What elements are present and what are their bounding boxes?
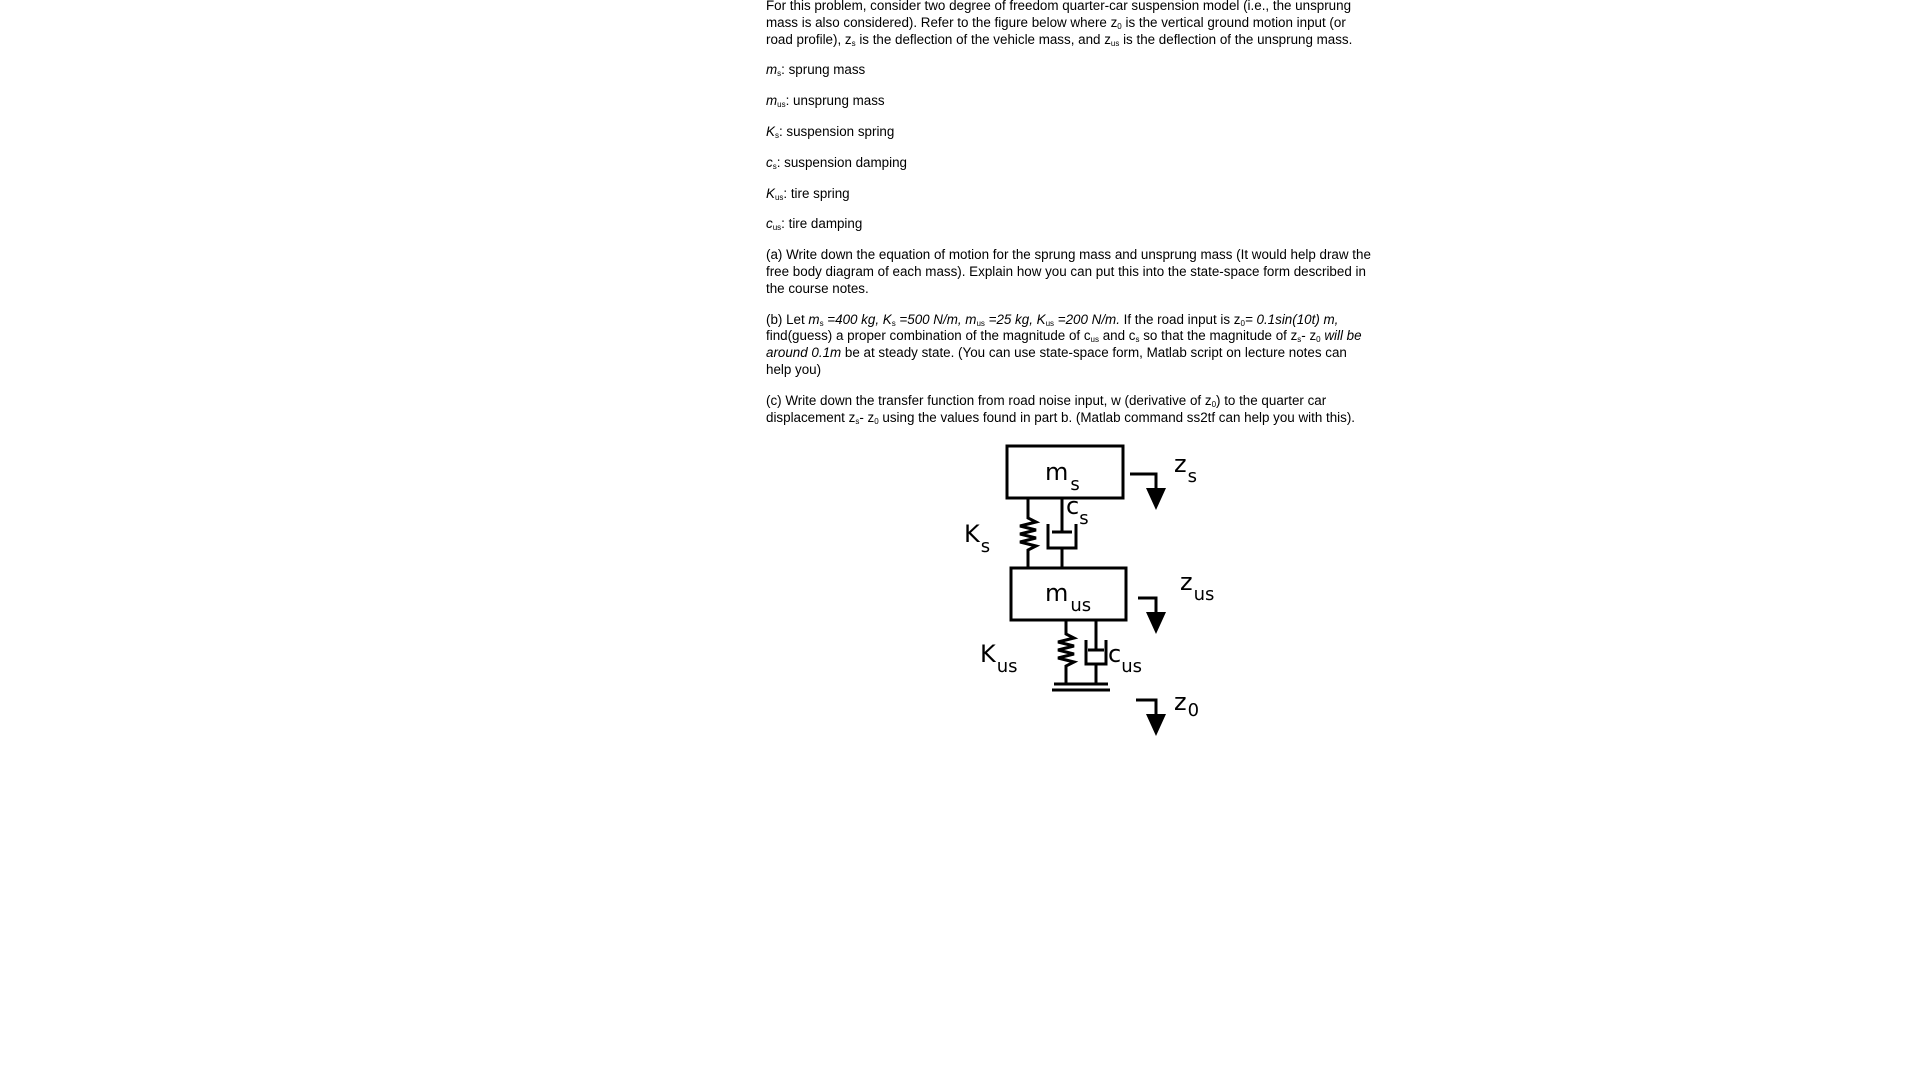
part-b-text: and c <box>1099 328 1136 344</box>
definition-ks <box>766 124 1436 141</box>
intro-paragraph <box>766 0 1436 48</box>
ks-label <box>964 520 990 557</box>
definition-mus <box>766 93 1436 110</box>
intro-text: is the vertical ground motion input (or <box>1121 14 1346 30</box>
ks-label-main: K <box>964 520 980 548</box>
symbol-sub: 0 <box>1211 399 1217 409</box>
cus-label <box>1108 640 1142 677</box>
part-b-text: (b) Let <box>766 311 809 327</box>
part-b-text: be at steady state. (You can use state-space form, Matlab script on lecture notes can <box>841 345 1347 361</box>
part-c <box>766 393 1436 427</box>
cs-label-sub: s <box>1079 508 1089 529</box>
cus-label-sub: us <box>1121 656 1142 677</box>
symbol-sub: us <box>1090 335 1099 345</box>
z0-arrow-shaft <box>1136 700 1156 716</box>
definition-text: : sprung mass <box>781 62 866 78</box>
mus-label-main: m <box>1045 579 1069 607</box>
symbol: c <box>766 216 773 232</box>
part-b-text: - z <box>1301 328 1317 344</box>
symbol-sub: 0 <box>874 416 879 426</box>
sub-0: 0 <box>1117 21 1122 31</box>
definition-cus <box>766 216 1436 233</box>
ms-label-sub: s <box>1070 474 1080 495</box>
part-a <box>766 247 1436 297</box>
symbol: m <box>808 311 820 327</box>
kus-label-main: K <box>980 640 996 668</box>
mus-label <box>1045 579 1091 616</box>
tire-spring <box>1058 620 1074 684</box>
value: = 0.1sin(10t) m, <box>1244 311 1339 327</box>
definition-text: : suspension damping <box>776 154 907 170</box>
definition-text: : suspension spring <box>778 123 895 139</box>
symbol-sub: us <box>976 318 985 328</box>
part-c-text: displacement z <box>766 409 856 425</box>
symbol-sub: us <box>1045 318 1055 328</box>
kus-label-sub: us <box>996 656 1018 677</box>
symbol-sub: s <box>1135 335 1140 345</box>
part-a-line: the course notes. <box>766 280 869 296</box>
z0-label-sub: 0 <box>1187 700 1200 721</box>
definition-cs <box>766 155 1436 172</box>
ms-label <box>1045 458 1080 495</box>
intro-line-1: For this problem, consider two degree of freedom quarter-car suspension model (i.e., the unsprung <box>766 0 1352 13</box>
symbol-sub: s <box>1297 335 1302 345</box>
part-b-text: find(guess) a proper combination of the magnitude of c <box>766 328 1091 344</box>
symbol-sub: us <box>772 223 782 233</box>
intro-text: is the deflection of the vehicle mass, and z <box>855 31 1111 47</box>
quarter-car-figure <box>960 440 1240 740</box>
definition-kus <box>766 186 1436 203</box>
value: =500 N/m, <box>895 311 966 327</box>
value: =400 kg, <box>823 311 883 327</box>
ms-label-main: m <box>1045 458 1069 486</box>
symbol-sub: 0 <box>1240 318 1245 328</box>
mus-label-sub: us <box>1070 595 1092 616</box>
zs-label-main: z <box>1174 450 1187 478</box>
unsprung-mass-box <box>1011 568 1126 620</box>
symbol-sub: s <box>855 416 860 426</box>
part-b-text: around 0.1m <box>766 345 842 361</box>
tire-damper <box>1086 620 1106 684</box>
symbol: c <box>766 154 773 170</box>
symbol: K <box>766 185 775 201</box>
z0-label-main: z <box>1174 688 1187 716</box>
definition-text: : unsprung mass <box>785 93 885 109</box>
part-b-text: If the road input is z <box>1119 311 1241 327</box>
intro-text: is the deflection of the unsprung mass. <box>1119 31 1353 47</box>
symbol: m <box>965 311 977 327</box>
part-c-text: (c) Write down the transfer function from road noise input, w (derivative of z <box>766 392 1212 408</box>
zus-label <box>1180 568 1214 605</box>
intro-text: mass is also considered). Refer to the figure below where z <box>766 14 1118 30</box>
symbol: m <box>766 93 778 109</box>
part-b <box>766 312 1436 379</box>
symbol-sub: s <box>774 130 779 140</box>
part-b-text: will be <box>1320 328 1362 344</box>
definition-text: : tire spring <box>783 185 850 201</box>
problem-document <box>766 0 1436 426</box>
zus-arrow-shaft <box>1138 598 1156 614</box>
definition-text: : tire damping <box>781 216 863 232</box>
zus-label-main: z <box>1180 568 1193 596</box>
cs-label-main: c <box>1066 492 1080 520</box>
z0-arrow-head <box>1146 714 1166 736</box>
part-c-text: ) to the quarter car <box>1216 392 1327 408</box>
ks-label-sub: s <box>980 536 991 557</box>
part-c-text: - z <box>859 409 875 425</box>
symbol-sub: us <box>777 100 786 110</box>
z0-label <box>1174 688 1199 721</box>
symbol-sub: s <box>777 69 782 79</box>
suspension-spring <box>1020 498 1036 568</box>
part-b-text: help you) <box>766 361 822 377</box>
part-a-line: (a) Write down the equation of motion for the sprung mass and unsprung mass (It would help draw the <box>766 247 1371 263</box>
value: =25 kg, <box>984 311 1037 327</box>
part-c-text: using the values found in part b. (Matlab command ss2tf can help you with this). <box>878 409 1356 425</box>
symbol: m <box>766 62 778 78</box>
zus-arrow-head <box>1146 612 1166 634</box>
zs-label <box>1174 450 1197 487</box>
symbol-sub: s <box>819 318 824 328</box>
part-a-line: free body diagram of each mass). Explain how you can put this into the state-space form described in <box>766 263 1366 279</box>
zs-arrow-head <box>1146 488 1166 510</box>
symbol: K <box>882 311 892 327</box>
cus-label-main: c <box>1108 640 1122 668</box>
zs-arrow-shaft <box>1130 474 1156 490</box>
symbol-sub: us <box>774 192 784 202</box>
part-b-text: so that the magnitude of z <box>1139 328 1298 344</box>
symbol: K <box>1036 311 1046 327</box>
kus-label <box>980 640 1018 677</box>
zs-label-sub: s <box>1187 466 1197 487</box>
sub-s: s <box>851 38 856 48</box>
symbol-sub: s <box>772 161 777 171</box>
value: =200 N/m. <box>1054 311 1120 327</box>
symbol-sub: 0 <box>1316 335 1321 345</box>
definition-ms <box>766 62 1436 79</box>
zus-label-sub: us <box>1193 584 1215 605</box>
symbol: K <box>766 123 775 139</box>
intro-text: road profile), z <box>766 31 852 47</box>
sub-us: us <box>1110 38 1120 48</box>
quarter-car-diagram <box>960 440 1240 740</box>
symbol-sub: s <box>891 318 896 328</box>
